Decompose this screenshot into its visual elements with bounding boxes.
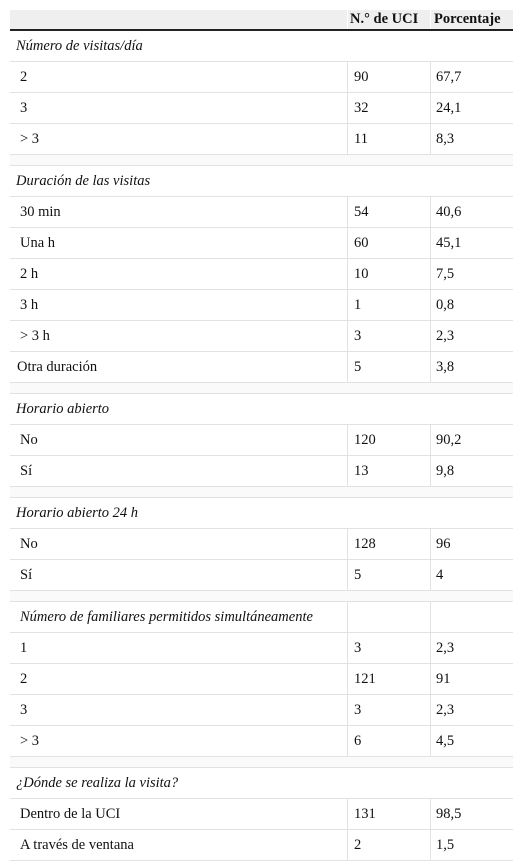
row-percentage: 96	[436, 535, 451, 552]
row-percentage: 98,5	[436, 805, 462, 822]
table-row	[10, 695, 513, 726]
row-percentage: 40,6	[436, 203, 462, 220]
table-row	[10, 259, 513, 290]
section-title: Número de visitas/día	[16, 37, 143, 54]
row-label: Otra duración	[10, 352, 348, 382]
row-percentage: 2,3	[436, 327, 455, 344]
section-heading	[10, 498, 513, 529]
header-empty-cell	[10, 10, 348, 29]
table-row	[10, 124, 513, 155]
section-heading	[10, 166, 513, 197]
table-row	[10, 62, 513, 93]
row-percentage: 4,5	[436, 732, 455, 749]
table-header	[10, 10, 513, 31]
row-percentage: 1,5	[436, 836, 455, 853]
section-title: Horario abierto 24 h	[16, 504, 139, 521]
row-label: > 3	[10, 726, 348, 756]
row-count: 2	[348, 830, 431, 860]
section-heading	[10, 394, 513, 425]
row-percentage: 90,2	[436, 431, 462, 448]
section-heading	[10, 768, 513, 799]
row-percentage: 0,8	[436, 296, 455, 313]
row-label: No	[10, 425, 348, 455]
row-label: 2	[10, 62, 348, 92]
row-count: 54	[348, 197, 431, 227]
table-row	[10, 830, 513, 861]
row-label: Sí	[10, 560, 348, 590]
table-row	[10, 664, 513, 695]
row-count: 3	[348, 633, 431, 663]
row-label: A través de ventana	[10, 830, 348, 860]
table-row	[10, 799, 513, 830]
row-count: 6	[348, 726, 431, 756]
row-label: 3	[10, 93, 348, 123]
section-title: Número de familiares permitidos simultáneamente	[10, 602, 348, 632]
row-label: 3 h	[10, 290, 348, 320]
table-row	[10, 633, 513, 664]
section-title: ¿Dónde se realiza la visita?	[16, 774, 179, 791]
row-count: 131	[348, 799, 431, 829]
row-label: 2 h	[10, 259, 348, 289]
row-count: 60	[348, 228, 431, 258]
row-percentage: 3,8	[436, 358, 455, 375]
section-spacer	[10, 487, 513, 498]
table-row	[10, 290, 513, 321]
row-label: Dentro de la UCI	[10, 799, 348, 829]
row-percentage: 8,3	[436, 130, 455, 147]
row-percentage: 45,1	[436, 234, 462, 251]
section-spacer	[10, 591, 513, 602]
row-label: Una h	[10, 228, 348, 258]
row-label: 30 min	[10, 197, 348, 227]
row-label: > 3	[10, 124, 348, 154]
row-percentage: 67,7	[436, 68, 462, 85]
table-row	[10, 529, 513, 560]
table-row	[10, 228, 513, 259]
row-percentage: 7,5	[436, 265, 455, 282]
row-count: 3	[348, 321, 431, 351]
table-row	[10, 560, 513, 591]
row-count: 32	[348, 93, 431, 123]
table-row	[10, 456, 513, 487]
row-count: 13	[348, 456, 431, 486]
header-percentage: Porcentaje	[434, 11, 501, 27]
table-row	[10, 197, 513, 228]
row-label: > 3 h	[10, 321, 348, 351]
table-row	[10, 352, 513, 383]
empty-cell	[431, 602, 513, 632]
row-label: Sí	[10, 456, 348, 486]
row-count: 5	[348, 352, 431, 382]
row-label: 3	[10, 695, 348, 725]
table-row	[10, 93, 513, 124]
row-count: 121	[348, 664, 431, 694]
row-label: 1	[10, 633, 348, 663]
row-percentage: 24,1	[436, 99, 462, 116]
row-count: 5	[348, 560, 431, 590]
row-percentage: 9,8	[436, 462, 455, 479]
row-count: 120	[348, 425, 431, 455]
empty-cell	[348, 602, 431, 632]
row-count: 10	[348, 259, 431, 289]
table-row	[10, 726, 513, 757]
row-count: 1	[348, 290, 431, 320]
row-count: 3	[348, 695, 431, 725]
row-percentage: 2,3	[436, 701, 455, 718]
section-heading	[10, 31, 513, 62]
row-percentage: 91	[436, 670, 451, 687]
row-percentage: 4	[436, 566, 444, 583]
row-count: 11	[348, 124, 431, 154]
row-percentage: 2,3	[436, 639, 455, 656]
section-spacer	[10, 757, 513, 768]
section-heading	[10, 602, 513, 633]
table-row	[10, 425, 513, 456]
section-title: Horario abierto	[16, 400, 110, 417]
row-label: No	[10, 529, 348, 559]
table-row	[10, 321, 513, 352]
section-spacer	[10, 155, 513, 166]
row-count: 128	[348, 529, 431, 559]
section-spacer	[10, 383, 513, 394]
visits-table	[10, 10, 513, 861]
row-count: 90	[348, 62, 431, 92]
row-label: 2	[10, 664, 348, 694]
header-uci-count: N.° de UCI	[348, 10, 431, 29]
section-title: Duración de las visitas	[16, 172, 151, 189]
